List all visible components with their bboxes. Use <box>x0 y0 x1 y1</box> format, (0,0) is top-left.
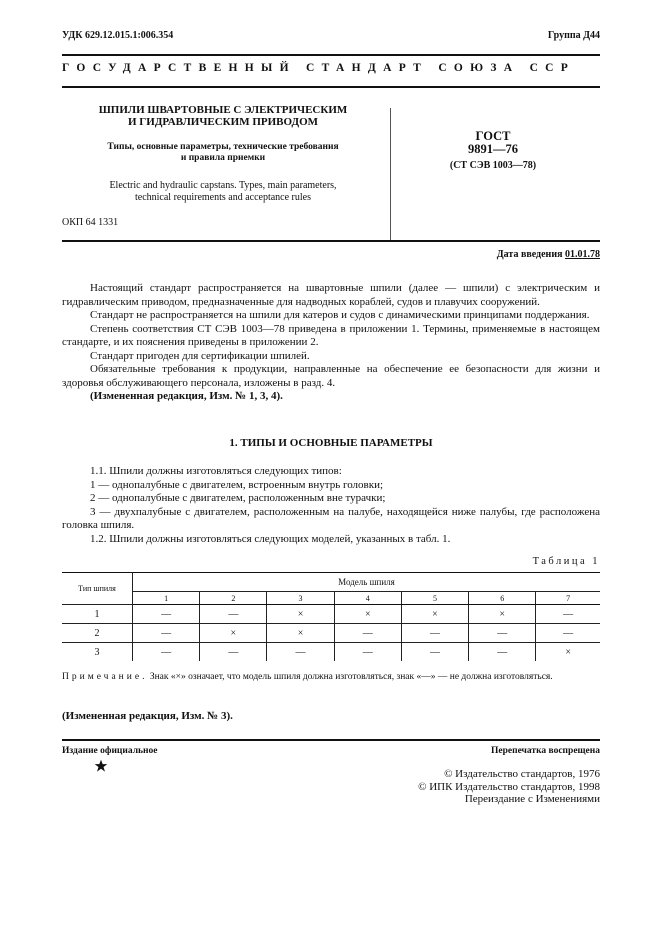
col-header-type: Тип шпиля <box>62 573 133 605</box>
model-number: 6 <box>469 592 536 605</box>
type-cell: 2 <box>62 624 133 643</box>
intro-amendment: (Измененная редакция, Изм. № 1, 3, 4). <box>90 390 283 402</box>
title-divider <box>390 108 391 240</box>
copyright-block <box>418 768 600 806</box>
table-cell: — <box>334 624 401 643</box>
clause-1-2: 1.2. Шпили должны изготовляться следующих моделей, указанных в табл. 1. <box>90 532 451 545</box>
table-cell: — <box>200 605 267 624</box>
english-title <box>62 180 384 204</box>
table-cell: — <box>469 643 536 662</box>
model-number: 3 <box>267 592 334 605</box>
intro-paragraph-3: Степень соответствия СТ СЭВ 1003—78 приведена в приложении 1. Термины, применяемые в настоящем стандарте, и их пояснения приведены в приложении 2. <box>62 322 600 348</box>
introduction <box>62 282 600 404</box>
table-model-numbers-row <box>62 592 600 605</box>
subtitle-line-1: Типы, основные параметры, технические требования <box>107 142 339 152</box>
table-row <box>62 605 600 624</box>
table-row <box>62 624 600 643</box>
table-cell: — <box>133 643 200 662</box>
meta-rule <box>62 240 600 242</box>
note-text: Знак «×» означает, что модель шпиля должна изготовляться, знак «—» — не должна изготовляться. <box>147 672 553 682</box>
section-1-text <box>62 465 600 546</box>
english-title-line-1: Electric and hydraulic capstans. Types, main parameters, <box>109 180 337 191</box>
gost-block <box>408 130 578 173</box>
type-cell: 3 <box>62 643 133 662</box>
model-number: 4 <box>334 592 401 605</box>
section-1-title: 1. ТИПЫ И ОСНОВНЫЕ ПАРАМЕТРЫ <box>229 437 433 449</box>
reprint-prohibited: Перепечатка воспрещена <box>490 746 600 756</box>
gost-number: 9891—76 <box>468 142 518 156</box>
table-cell: — <box>267 643 334 662</box>
table-cell: × <box>267 624 334 643</box>
effective-date <box>497 249 600 260</box>
type-3-item: 3 — двухпалубные с двигателем, расположенным на палубе, находящейся ниже палубы, где расположена головка шпиля. <box>62 505 600 531</box>
table-cell: — <box>133 605 200 624</box>
model-number: 5 <box>401 592 468 605</box>
table-note <box>62 671 600 683</box>
table-cell: — <box>334 643 401 662</box>
model-number: 2 <box>200 592 267 605</box>
table-cell: × <box>267 605 334 624</box>
state-standard-banner: ГОСУДАРСТВЕННЫЙ СТАНДАРТ СОЮЗА ССР <box>62 62 576 74</box>
table-cell: — <box>469 624 536 643</box>
intro-paragraph-1: Настоящий стандарт распространяется на швартовные шпили (далее — шпили) с электрическим и гидравлическим приводом, предназначенные для надводных кораблей, судов и плавучих сооружений. <box>62 282 600 308</box>
table-header-row <box>62 573 600 592</box>
footer-rule <box>62 739 600 741</box>
official-edition: Издание официальное <box>62 746 158 756</box>
section-amendment: (Измененная редакция, Изм. № 3). <box>62 710 233 722</box>
table-cell: × <box>334 605 401 624</box>
table-cell: — <box>200 643 267 662</box>
clause-1-1: 1.1. Шпили должны изготовляться следующих типов: <box>90 465 342 477</box>
effective-date-value: 01.01.78 <box>565 249 600 260</box>
udk-code: УДК 629.12.015.1:006.354 <box>62 30 174 41</box>
gost-label: ГОСТ <box>475 129 511 143</box>
capstan-models-table <box>62 572 600 661</box>
banner-bottom-rule <box>62 86 600 88</box>
reissue-note: Переиздание с Изменениями <box>464 793 600 805</box>
table-cell: — <box>401 643 468 662</box>
intro-paragraph-4: Стандарт пригоден для сертификации шпилей. <box>90 349 310 362</box>
type-cell: 1 <box>62 605 133 624</box>
col-header-model: Модель шпиля <box>133 573 601 592</box>
table-cell: × <box>536 643 600 662</box>
title-line-1: ШПИЛИ ШВАРТОВНЫЕ С ЭЛЕКТРИЧЕСКИМ <box>98 104 348 116</box>
model-number: 7 <box>536 592 600 605</box>
cmea-reference: (СТ СЭВ 1003—78) <box>449 160 537 171</box>
table-cell: — <box>133 624 200 643</box>
table-cell: — <box>536 624 600 643</box>
group-code: Группа Д44 <box>547 30 600 41</box>
star-icon <box>94 759 108 773</box>
table-cell: — <box>536 605 600 624</box>
subtitle-line-2: и правила приемки <box>180 153 266 163</box>
table-label: Таблица 1 <box>532 556 600 567</box>
copyright-1998: © ИПК Издательство стандартов, 1998 <box>418 780 600 793</box>
document-title-block <box>62 104 384 204</box>
top-rule <box>62 54 600 56</box>
title-line-2: И ГИДРАВЛИЧЕСКИМ ПРИВОДОМ <box>127 116 319 128</box>
okp-code: ОКП 64 1331 <box>62 217 119 228</box>
intro-paragraph-2: Стандарт не распространяется на шпили для катеров и судов с динамическими принципами поддержания. <box>90 309 590 321</box>
table-cell: — <box>401 624 468 643</box>
subtitle <box>62 142 384 164</box>
table-cell: × <box>200 624 267 643</box>
copyright-1976: © Издательство стандартов, 1976 <box>444 768 600 780</box>
note-label: Примечание. <box>62 672 148 682</box>
model-number: 1 <box>133 592 200 605</box>
english-title-line-2: technical requirements and acceptance rules <box>134 192 311 203</box>
effective-date-label: Дата введения <box>496 249 565 260</box>
intro-paragraph-5: Обязательные требования к продукции, направленные на обеспечение ее безопасности для жизни и здоровья обслуживающего персонала, изложены в разд. 4. <box>62 363 600 389</box>
type-1-item: 1 — однопалубные с двигателем, встроенным внутрь головки; <box>90 478 384 491</box>
table-cell: × <box>469 605 536 624</box>
table-cell: × <box>401 605 468 624</box>
table-row <box>62 643 600 662</box>
type-2-item: 2 — однопалубные с двигателем, расположенным вне турачки; <box>90 492 386 504</box>
